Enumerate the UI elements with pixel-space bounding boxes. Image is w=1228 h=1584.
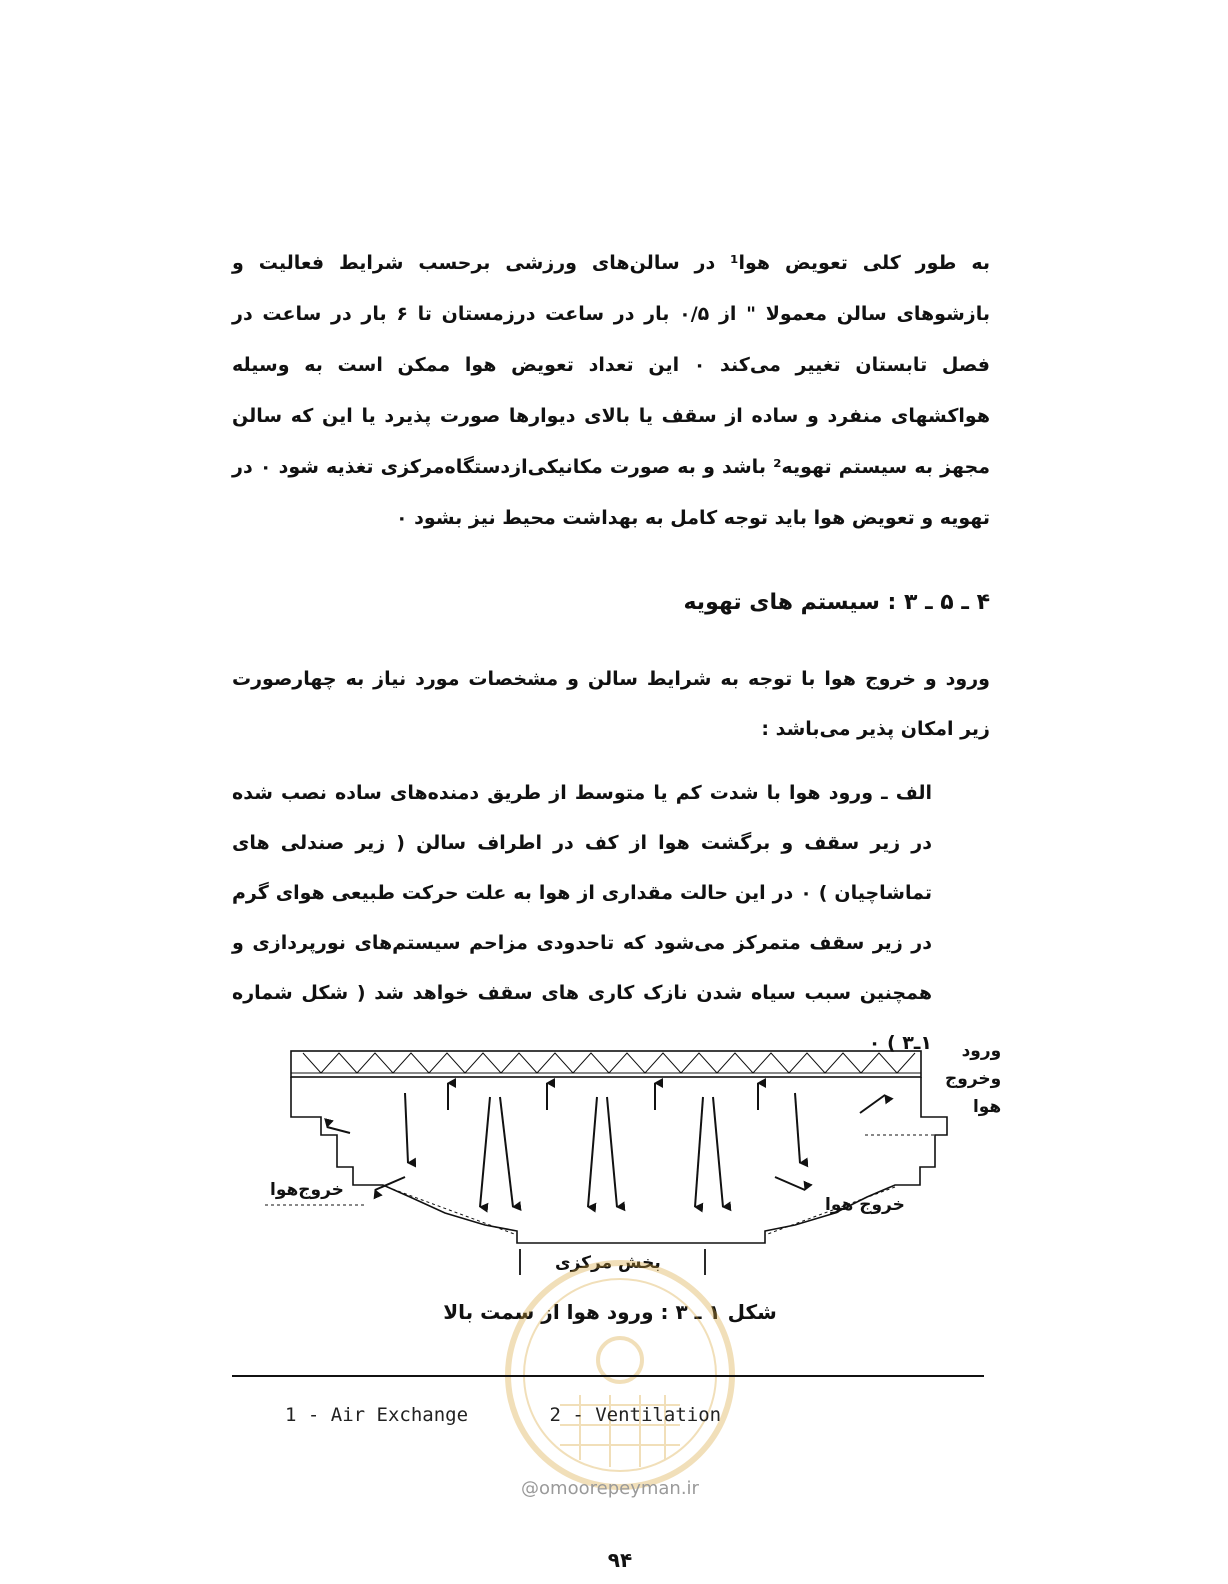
ventilation-diagram xyxy=(255,1035,1045,1295)
label-outlet-left: خروج‌هوا xyxy=(270,1180,344,1200)
section-heading: ۴ ـ ۵ ـ ۳ : سیستم های تهویه xyxy=(683,590,990,615)
watermark-site: @omoorepeyman.ir xyxy=(521,1478,699,1499)
label-air: هوا xyxy=(972,1097,1002,1117)
ventilation-intro-paragraph: ورود و خروج هوا با توجه به شرایط سالن و مشخصات مورد نیاز به چهارصورت زیر امکان پذیر می‌باشد : xyxy=(232,668,990,740)
footnotes xyxy=(285,1404,885,1426)
label-outlet-right: خروج هوا xyxy=(825,1195,905,1215)
label-outlet: وخروج xyxy=(945,1069,1002,1089)
footnote-1: 1 - Air Exchange xyxy=(285,1404,469,1426)
option-a-label: الف ـ xyxy=(881,782,932,804)
label-inlet-outlet xyxy=(945,1037,1001,1121)
return-arrows xyxy=(327,1083,885,1133)
hall-section-outline xyxy=(291,1077,947,1243)
supply-arrows xyxy=(405,1093,800,1207)
truss-zigzag xyxy=(303,1053,915,1073)
page-number: ۹۴ xyxy=(607,1548,633,1572)
figure-caption: شکل ۱ ـ ۳ : ورود هوا از سمت بالا xyxy=(443,1300,777,1324)
option-a-paragraph xyxy=(232,768,932,1068)
intro-paragraph: به طور کلی تعویض هوا¹ در سالن‌های ورزشی برحسب شرایط فعالیت و بازشوهای سالن معمولا " از ۰/۵ بار در ساعت درزمستان تا ۶ بار در ساعت در فصل تابستان تغییر می‌کند ۰ این تعداد تعویض هوا ممکن است به وسیله هواکشهای منفرد و ساده از سقف یا بالای دیوارها صورت پذیرد یا این که سالن مجهز به سیستم تهویه² باشد و به صورت مکانیکی‌ازدستگاه‌مرکزی تغذیه شود ۰ در تهویه و تعویض هوا باید توجه کامل به بهداشت محیط نیز بشود ۰ xyxy=(232,252,990,529)
footnote-divider xyxy=(232,1375,984,1377)
label-inlet: ورود xyxy=(961,1041,1002,1061)
label-center-section: بخش مرکزی xyxy=(555,1253,661,1273)
option-a-text: ورود هوا با شدت کم یا متوسط از طریق دمنده‌های ساده نصب شده در زیر سقف و برگشت هوا از کف در اطراف سالن ( زیر صندلی های تماشاچیان ) ۰ در این حالت مقداری از هوا به علت حرکت طبیعی هوای گرم در زیر سقف متمرکز می‌شود که تاحدودی مزاحم سیستم‌های نورپردازی و همچنین سبب سیاه شدن نازک کاری های سقف خواهد شد ( شکل شماره ۱ـ۳ ) ۰ xyxy=(232,782,932,1054)
footnote-2: 2 - Ventilation xyxy=(549,1404,722,1426)
